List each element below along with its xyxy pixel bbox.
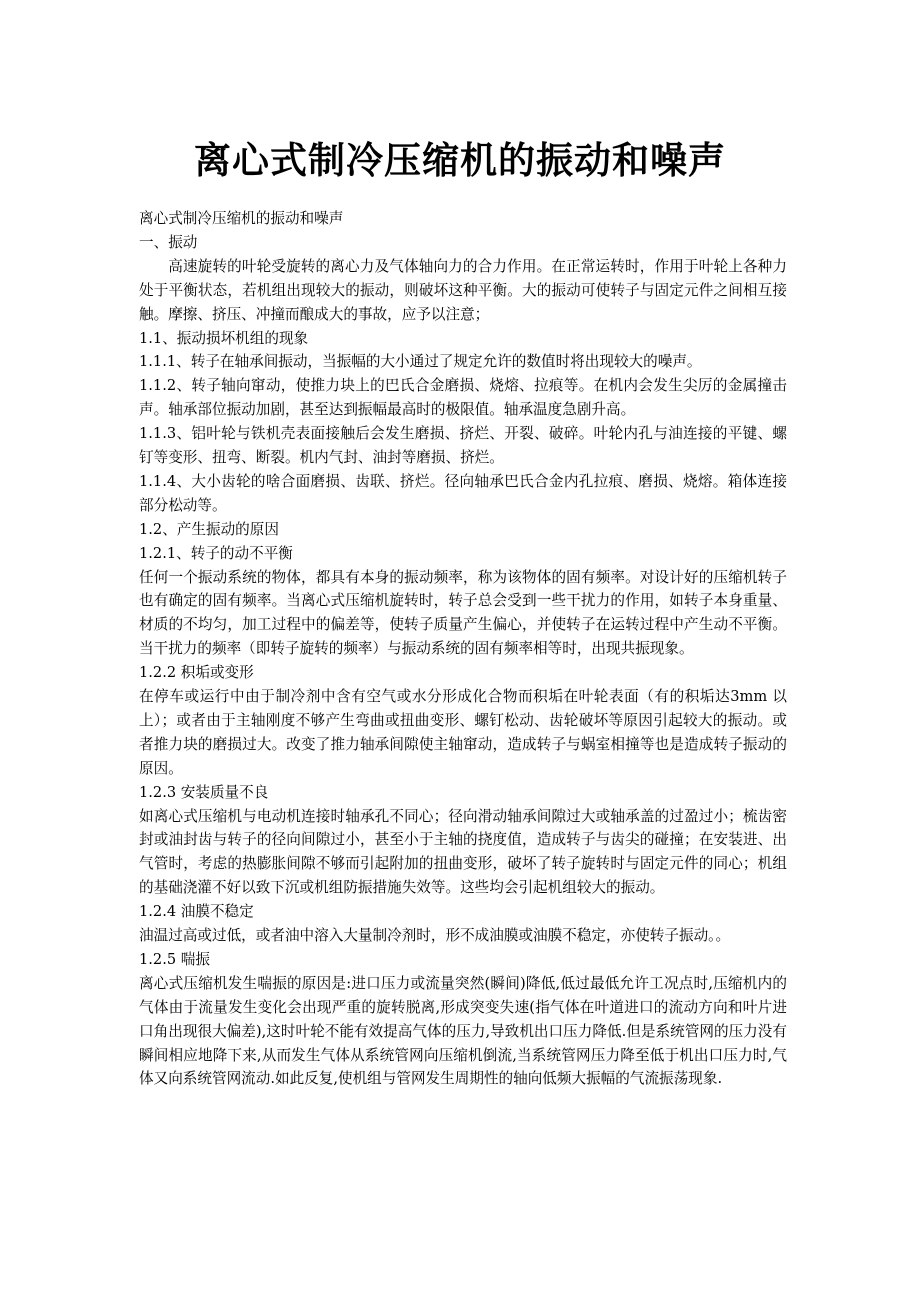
heading-1-2-3: 1.2.3 安装质量不良 bbox=[139, 783, 269, 801]
subsection-heading-1-1: 1.1、振动损坏机组的现象 bbox=[139, 329, 309, 347]
heading-1-2-2: 1.2.2 积垢或变形 bbox=[139, 664, 254, 682]
subtitle: 离心式制冷压缩机的振动和噪声 bbox=[139, 210, 344, 227]
section-heading-vibration: 一、振动 bbox=[139, 233, 198, 251]
page-title: 离心式制冷压缩机的振动和噪声 bbox=[194, 138, 726, 182]
paragraph-1-2-1: 任何一个振动系统的物体，都具有本身的振动频率，称为该物体的固有频率。对设计好的压缩机转子也有确定的固有频率。当离心式压缩机旋转时，转子总会受到一些干扰力的作用，如转子本身重量、材质的不均匀，加工过程中的偏差等，使转子质量产生偏心，并使转子在运转过程中产生动不平衡。当干扰力的频率（即转子旋转的频率）与振动系统的固有频率相等时，出现共振现象。 bbox=[139, 568, 787, 658]
item-1-1-2: 1.1.2、转子轴向窜动，使推力块上的巴氏合金磨损、烧熔、拉痕等。在机内会发生尖厉的金属撞击声。轴承部位振动加剧，甚至达到振幅最高时的极限值。轴承温度急剧升高。 bbox=[139, 377, 787, 419]
paragraph-1-2-2: 在停车或运行中由于制冷剂中含有空气或水分形成化合物而积垢在叶轮表面（有的积垢达3mm 以上）；或者由于主轴刚度不够产生弯曲或扭曲变形、螺钉松动、齿轮破坏等原因引起较大的振动。或者推力块的磨损过大。改变了推力轴承间隙使主轴窜动，造成转子与蜗室相撞等也是造成转子振动的原因。 bbox=[139, 688, 787, 777]
paragraph-1-2-5: 离心式压缩机发生喘振的原因是:进口压力或流量突然(瞬间)降低,低过最低允许工况点时,压缩机内的气体由于流量发生变化会出现严重的旋转脱离,形成突变失速(指气体在叶道进口的流动方向和叶片进口角出现很大偏差),这时叶轮不能有效提高气体的压力,导致机出口压力降低.但是系统管网的压力没有瞬间相应地降下来,从而发生气体从系统管网向压缩机倒流,当系统管网压力降至低于机出口压力时,气体又向系统管网流动.如此反复,使机组与管网发生周期性的轴向低频大振幅的气流振荡现象. bbox=[139, 974, 787, 1088]
heading-1-2-1: 1.2.1、转子的动不平衡 bbox=[139, 544, 293, 562]
subsection-heading-1-2: 1.2、产生振动的原因 bbox=[139, 520, 279, 538]
heading-1-2-5: 1.2.5 喘振 bbox=[139, 950, 210, 968]
paragraph-1-2-3: 如离心式压缩机与电动机连接时轴承孔不同心；径向滑动轴承间隙过大或轴承盖的过盈过小；梳齿密封或油封齿与转子的径向间隙过小，甚至小于主轴的挠度值，造成转子与齿尖的碰撞；在安装进、出气管时，考虑的热膨胀间隙不够而引起附加的扭曲变形，破坏了转子旋转时与固定元件的同心；机组的基础浇灌不好以致下沉或机组防振措施失效等。这些均会引起机组较大的振动。 bbox=[139, 807, 787, 897]
intro-paragraph: 高速旋转的叶轮受旋转的离心力及气体轴向力的合力作用。在正常运转时，作用于叶轮上各种力处于平衡状态，若机组出现较大的振动，则破坏这种平衡。大的振动可使转子与固定元件之间相互接触。摩擦、挤压、冲撞而酿成大的事故，应予以注意； bbox=[139, 257, 787, 323]
paragraph-1-2-4: 油温过高或过低，或者油中溶入大量制冷剂时，形不成油膜或油膜不稳定，亦使转子振动。。 bbox=[139, 927, 731, 945]
item-1-1-4: 1.1.4、大小齿轮的啥合面磨损、齿联、挤烂。径向轴承巴氏合金内孔拉痕、磨损、烧熔。箱体连接部分松动等。 bbox=[139, 472, 787, 514]
item-1-1-1: 1.1.1、转子在轴承间振动，当振幅的大小通过了规定允许的数值时将出现较大的噪声。 bbox=[139, 353, 702, 371]
item-1-1-3: 1.1.3、铝叶轮与铁机壳表面接触后会发生磨损、挤烂、开裂、破碎。叶轮内孔与油连接的平键、螺钉等变形、扭弯、断裂。机内气封、油封等磨损、挤烂。 bbox=[139, 425, 787, 467]
heading-1-2-4: 1.2.4 油膜不稳定 bbox=[139, 903, 254, 921]
document-body bbox=[139, 207, 787, 1091]
